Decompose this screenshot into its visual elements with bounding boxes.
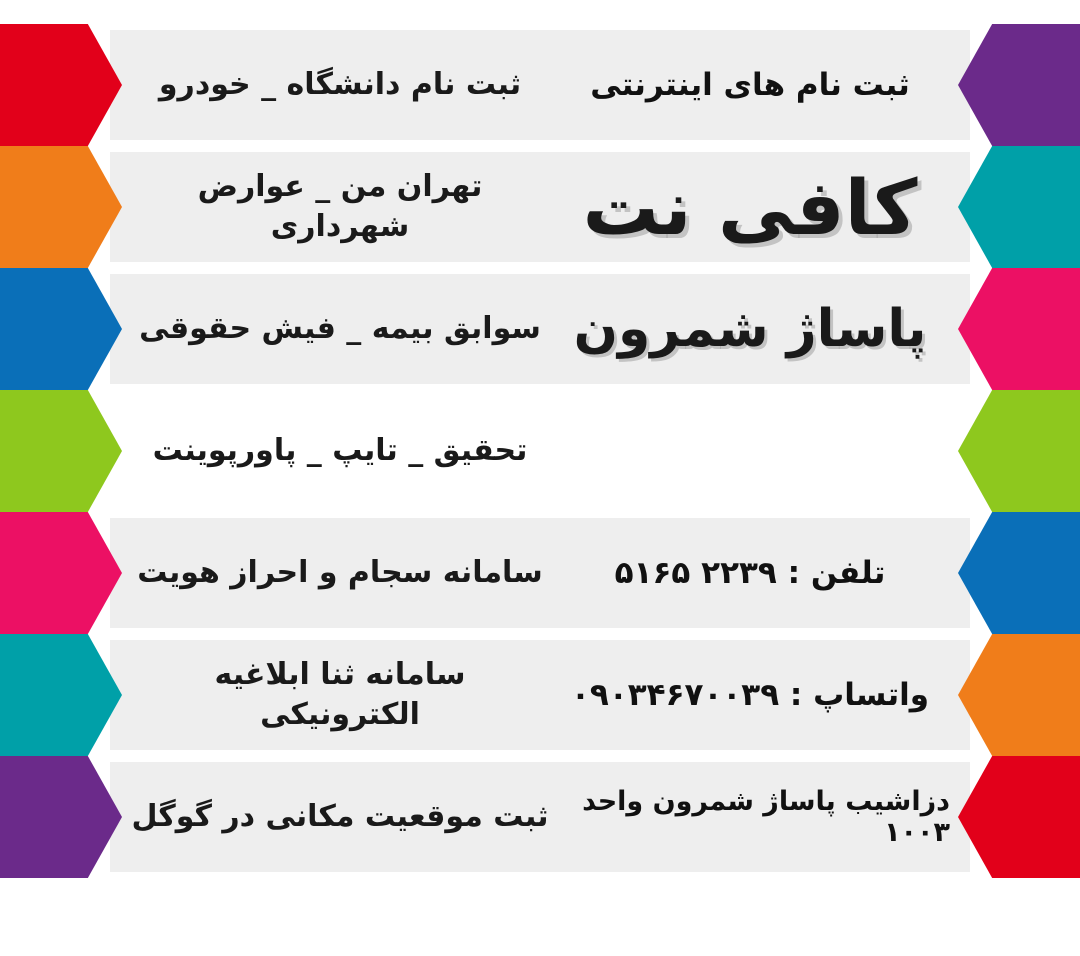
brand-info-cell: [550, 24, 950, 146]
service-label: سوابق بیمه _ فیش حقوقی: [139, 310, 541, 346]
service-cell: [130, 390, 550, 512]
chevron-left-icon: [0, 390, 122, 512]
brand-info-cell: [550, 512, 950, 634]
chevron-right-icon: [958, 390, 1080, 512]
brand-info-cell: [550, 268, 950, 390]
brand-info-text: کافی نت: [582, 162, 918, 252]
service-label: سامانه ثنا ابلاغیه الکترونیکی: [214, 656, 466, 732]
chevron-right-icon: [958, 634, 1080, 756]
service-cell: [130, 512, 550, 634]
service-cell: [130, 24, 550, 146]
chevron-right-icon: [958, 512, 1080, 634]
brand-info-cell: [550, 756, 950, 878]
chevron-left-icon: [0, 268, 122, 390]
service-label: تحقیق _ تایپ _ پاورپوینت: [152, 432, 528, 468]
brand-info-cell: [550, 634, 950, 756]
poster-row: [0, 268, 1080, 390]
service-label: ثبت نام دانشگاه _ خودرو: [158, 66, 522, 102]
service-label: ثبت موقعیت مکانی در گوگل: [131, 798, 549, 834]
service-cell: [130, 634, 550, 756]
poster-row: [0, 24, 1080, 146]
brand-info-cell: [550, 146, 950, 268]
chevron-left-icon: [0, 512, 122, 634]
brand-info-text: واتساپ : ۰۹۰۳۴۶۷۰۰۳۹: [571, 677, 929, 713]
chevron-right-icon: [958, 756, 1080, 878]
poster-row: [0, 512, 1080, 634]
chevron-left-icon: [0, 24, 122, 146]
poster-row: [0, 634, 1080, 756]
service-label: تهران من _ عوارض شهرداری: [197, 168, 483, 244]
service-label: سامانه سجام و احراز هویت: [137, 554, 543, 590]
chevron-left-icon: [0, 756, 122, 878]
chevron-left-icon: [0, 634, 122, 756]
chevron-right-icon: [958, 268, 1080, 390]
service-cell: [130, 756, 550, 878]
chevron-left-icon: [0, 146, 122, 268]
chevron-right-icon: [958, 24, 1080, 146]
brand-info-cell: [550, 390, 950, 512]
brand-info-text: پاساژ شمرون: [573, 299, 927, 359]
chevron-right-icon: [958, 146, 1080, 268]
brand-info-text: ثبت نام های اینترنتی: [590, 67, 910, 103]
poster-row: [0, 756, 1080, 878]
brand-info-text: تلفن : ۲۲۳۹ ۵۱۶۵: [614, 555, 886, 591]
poster-row: [0, 146, 1080, 268]
service-cell: [130, 268, 550, 390]
service-cell: [130, 146, 550, 268]
poster-row: [0, 390, 1080, 512]
brand-info-text: دزاشیب پاساژ شمرون واحد ۱۰۰۳: [582, 786, 950, 848]
